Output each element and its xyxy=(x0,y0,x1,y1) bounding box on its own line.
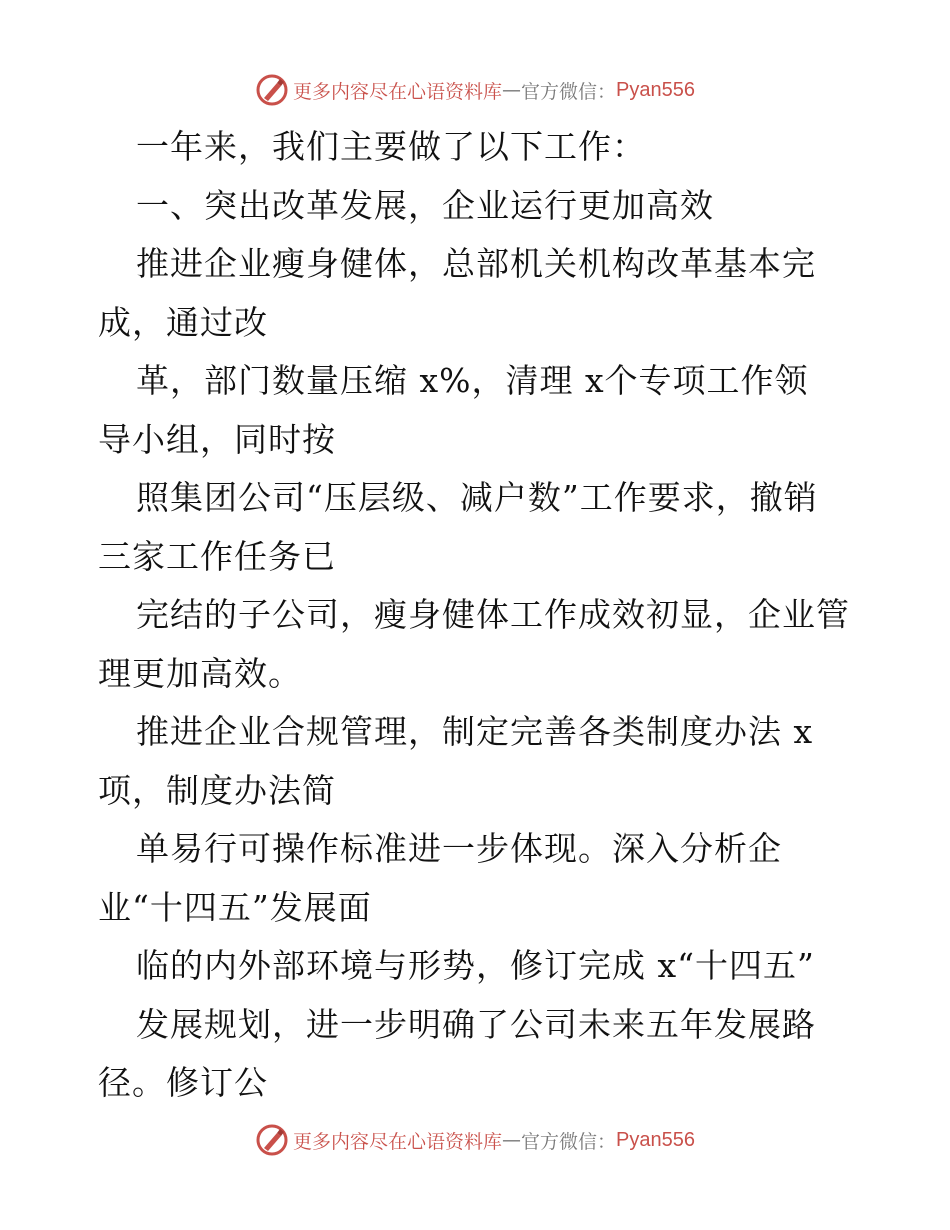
banner-sub-text: 官方微信： xyxy=(521,80,617,103)
banner-sub-text: 官方微信： xyxy=(521,1130,617,1153)
text-line: 径。修订公 xyxy=(98,1063,268,1102)
pen-logo-icon xyxy=(255,73,289,107)
text-line: 三家工作任务已 xyxy=(98,536,336,576)
text-line: 理更加高效。 xyxy=(98,653,302,693)
text-line: 发展规划，进一步明确了公司未来五年发展路 xyxy=(136,1004,816,1044)
text-line: 推进企业合规管理，制定完善各类制度办法 x xyxy=(136,712,814,751)
text-line: 完结的子公司，瘦身健体工作成效初显，企业管 xyxy=(136,595,850,634)
text-line: 临的内外部环境与形势，修订完成 x“十四五” xyxy=(136,946,815,985)
text-line: 业“十四五”发展面 xyxy=(98,887,372,927)
text-line: 照集团公司“压层级、减户数”工作要求，撤销 xyxy=(136,478,818,517)
text-line: 单易行可操作标准进一步体现。深入分析企 xyxy=(136,829,782,868)
text-line: 项，制度办法简 xyxy=(98,770,336,810)
text-line: 革，部门数量压缩 x%，清理 x个专项工作领 xyxy=(136,361,809,400)
text-line: 导小组，同时按 xyxy=(98,419,336,459)
header-watermark-banner xyxy=(0,70,950,110)
banner-wechat-id: Pyan556 xyxy=(616,78,695,101)
banner-main-text: 更多内容尽在心语资料库 xyxy=(293,80,503,103)
text-line: 一年来，我们主要做了以下工作： xyxy=(136,127,646,166)
text-line: 推进企业瘦身健体，总部机关机构改革基本完 xyxy=(136,244,816,283)
document-body xyxy=(98,118,868,1113)
footer-watermark-banner xyxy=(0,1120,950,1160)
text-line: 成，通过改 xyxy=(98,302,268,342)
banner-separator: — xyxy=(502,79,522,101)
banner-separator: — xyxy=(502,1129,522,1151)
pen-logo-icon xyxy=(255,1123,289,1157)
banner-wechat-id: Pyan556 xyxy=(616,1128,695,1151)
text-line: 一、突出改革发展，企业运行更加高效 xyxy=(136,185,714,225)
banner-main-text: 更多内容尽在心语资料库 xyxy=(293,1130,503,1153)
